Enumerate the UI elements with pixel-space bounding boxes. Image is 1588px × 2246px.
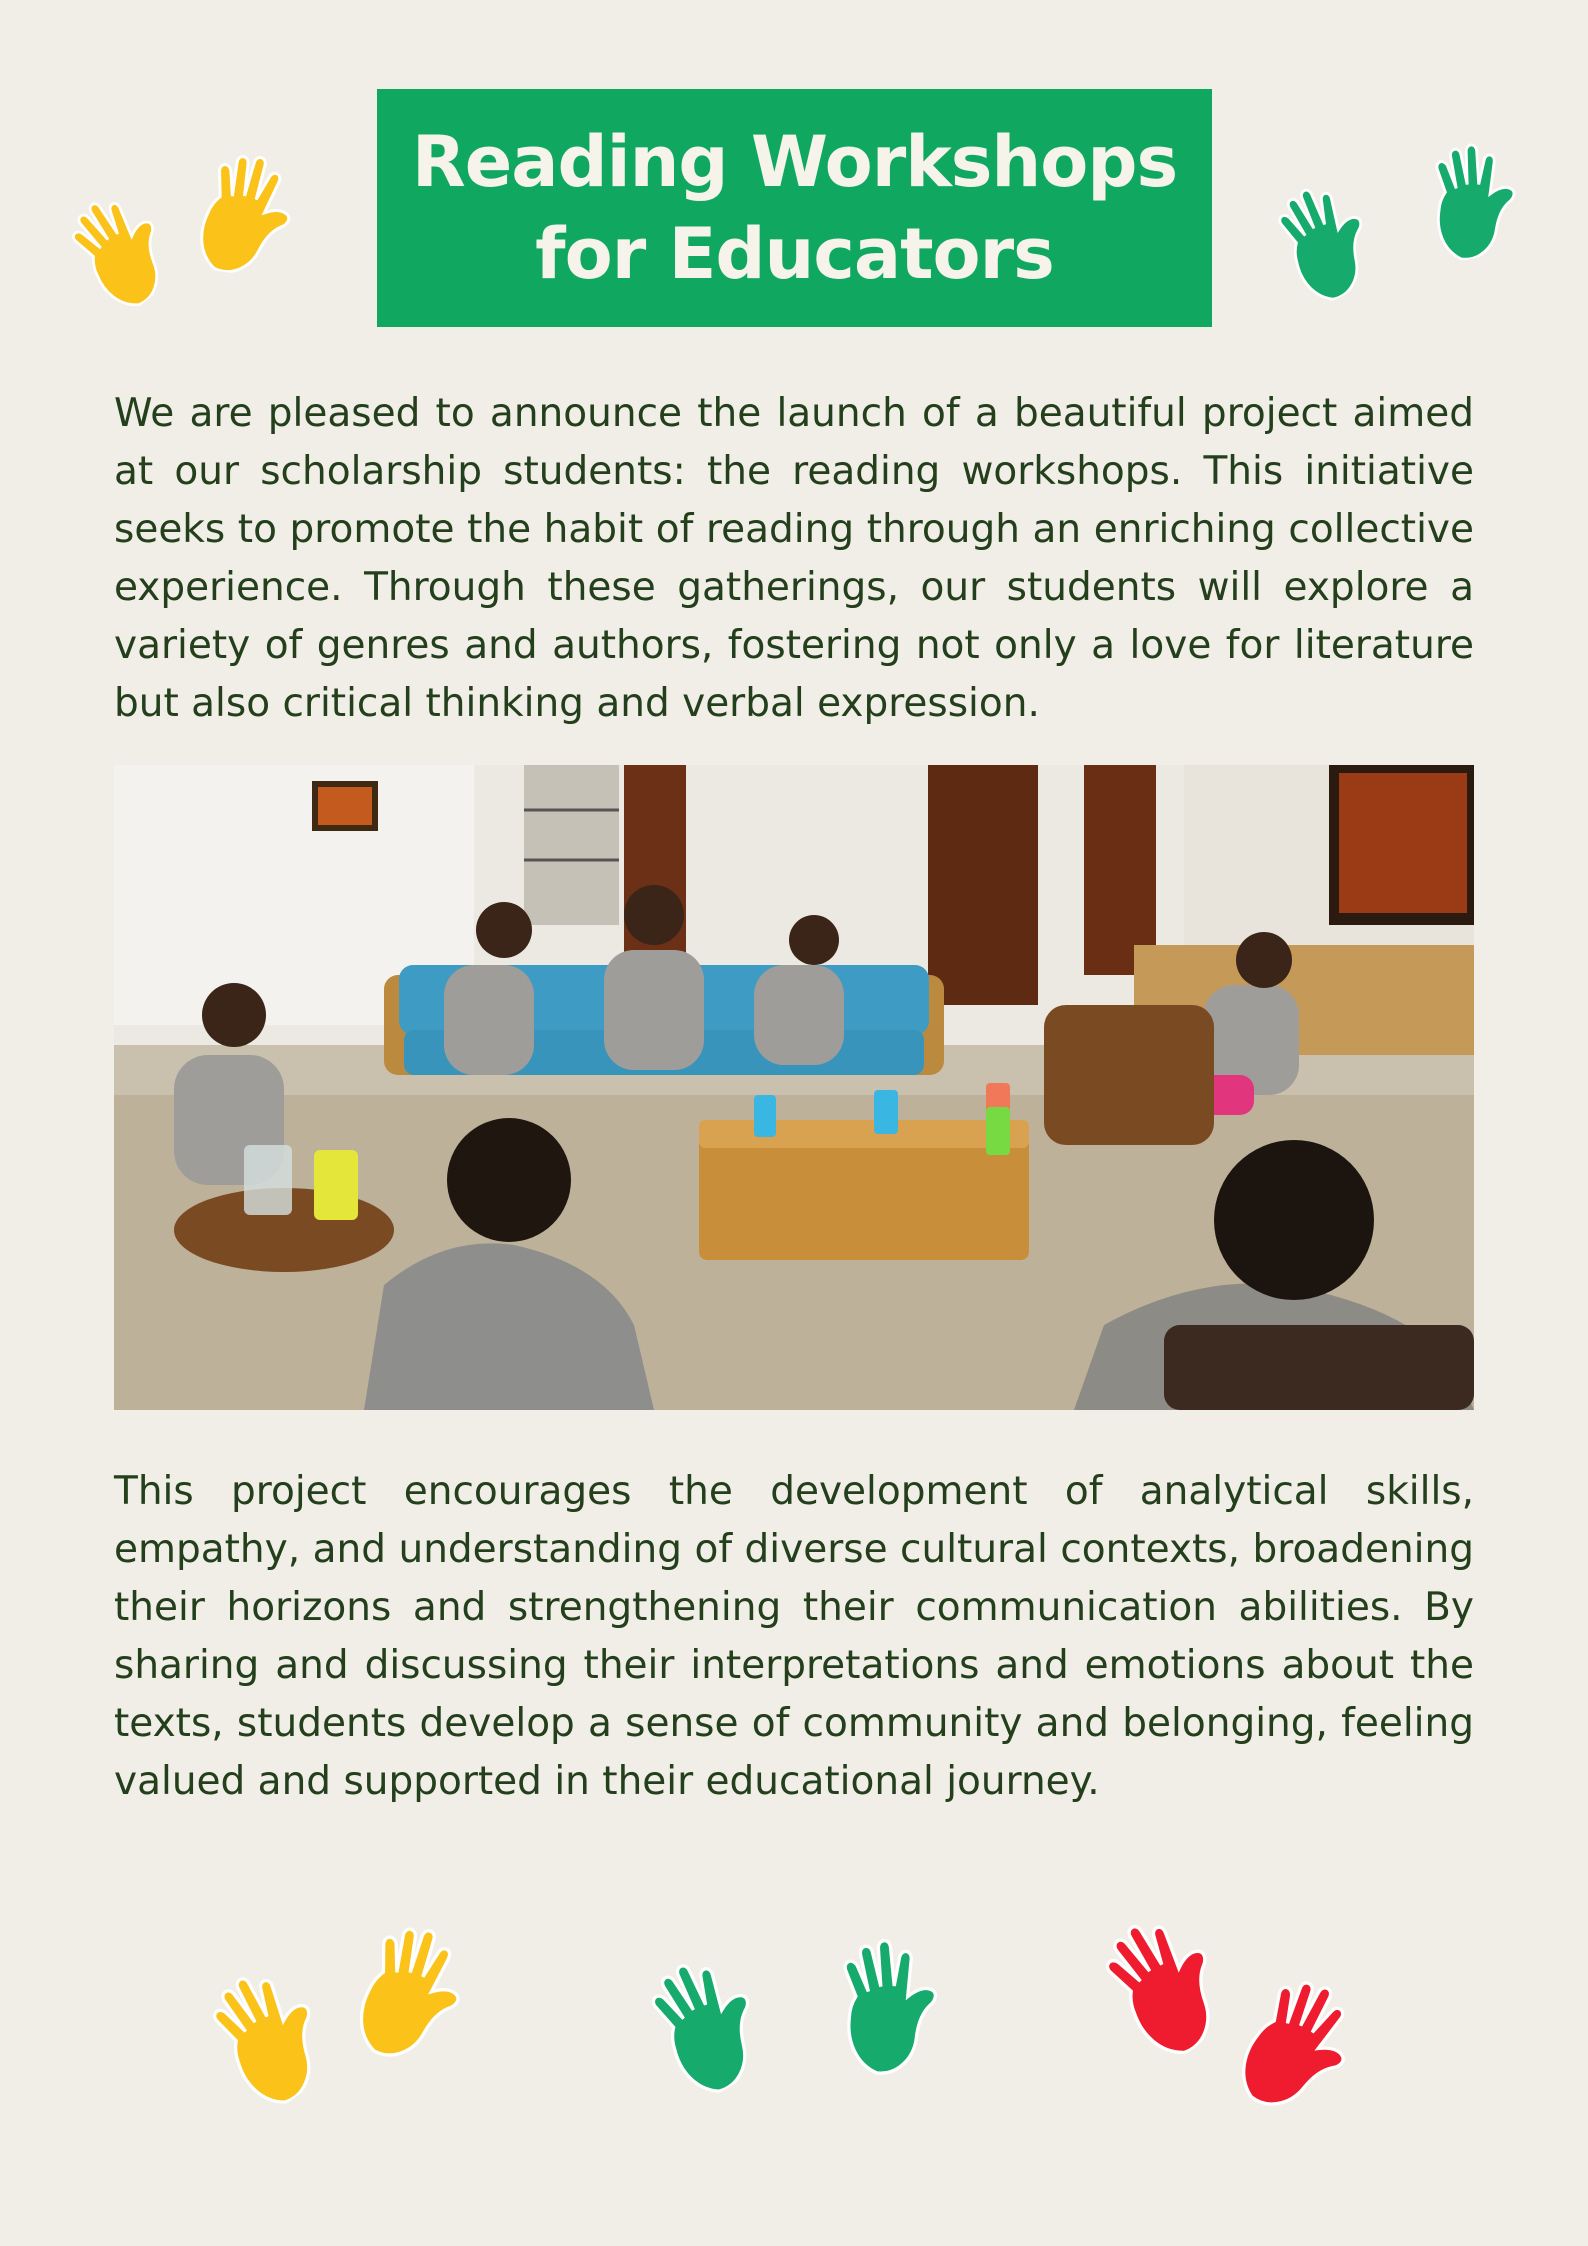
- project-paragraph: This project encourages the development of analytical skills, empathy, and understanding of diverse cultural contexts, broadening their horizons and strengthening their communication abilities. By sharing and discussing their interpretations and emotions about the texts, students develop a sense of community and belonging, feeling valued and supported in their educational journey.: [114, 1469, 1474, 1804]
- title-line-1: Reading Workshops: [411, 121, 1178, 203]
- yellow-handprint-icon: [340, 1910, 480, 2075]
- green-handprint-icon: [1258, 180, 1398, 302]
- green-handprint-icon: [820, 1930, 955, 2080]
- title-line-2: for Educators: [535, 213, 1054, 295]
- yellow-handprint-icon: [58, 188, 198, 306]
- green-handprint-icon: [1410, 136, 1536, 266]
- red-handprint-icon: [1225, 1970, 1370, 2120]
- yellow-handprint-icon: [190, 1962, 355, 2112]
- red-handprint-icon: [1090, 1910, 1245, 2060]
- yellow-handprint-icon: [180, 144, 310, 284]
- green-handprint-icon: [630, 1950, 790, 2100]
- title-banner: [377, 89, 1212, 327]
- workshop-photo: [114, 765, 1474, 1410]
- intro-paragraph: We are pleased to announce the launch of a beautiful project aimed at our scholarship students: the reading workshops. This initiative seeks to promote the habit of reading through an enriching collective experience. Through these gatherings, our students will explore a variety of genres and authors, fostering not only a love for literature but also critical thinking and verbal expression.: [114, 391, 1474, 726]
